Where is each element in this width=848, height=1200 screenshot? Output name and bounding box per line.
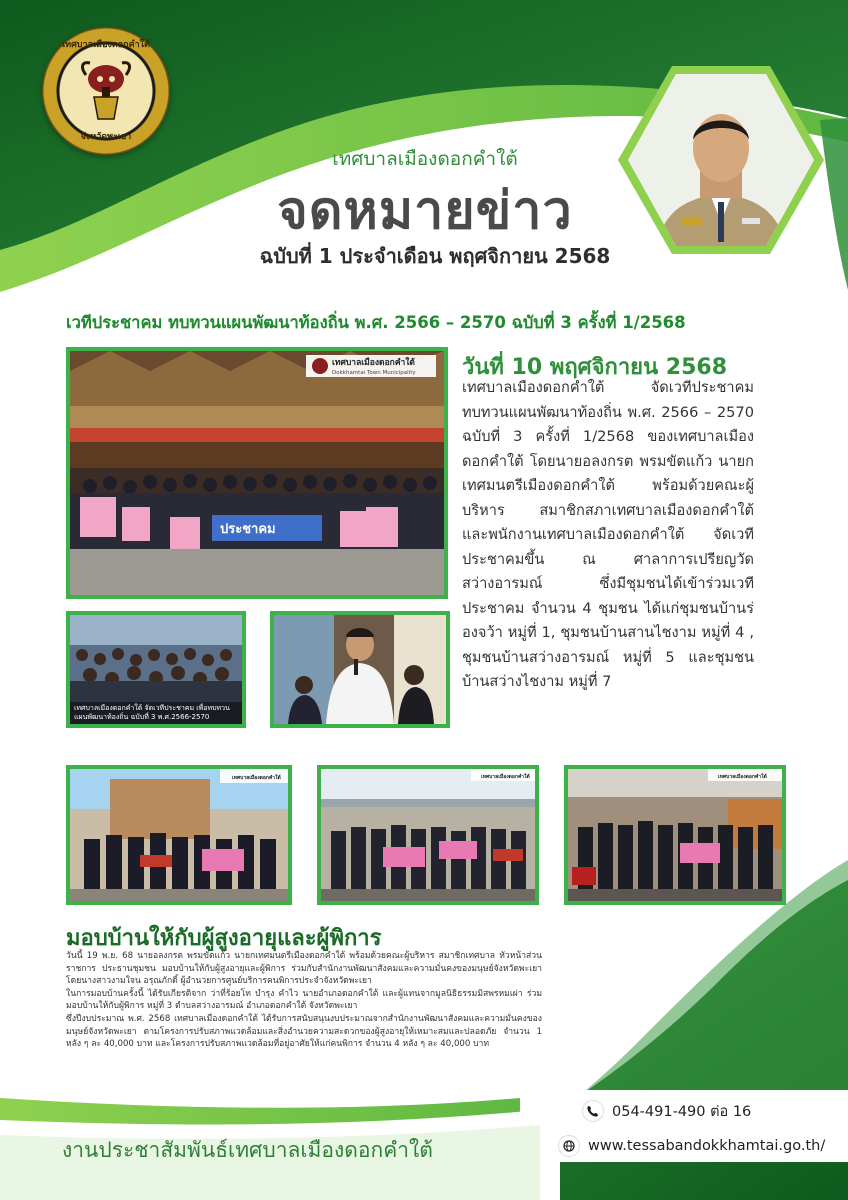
photo3-sign: เทศบาลเมืองดอกคำใต้ <box>718 774 767 780</box>
website-url: www.tessabandokkhamtai.go.th/ <box>588 1138 826 1154</box>
forum-group-photo <box>66 347 448 599</box>
seal-bottom-text: จังหวัดพะเยา <box>80 132 132 142</box>
section2-paragraph: ซึ่งปีงบประมาณ พ.ศ. 2568 เทศบาลเมืองดอกคำใต้ ได้รับการสนับสนุนงบประมาณจากสำนักงานพัฒนาสังคมและความมั่นคงของมนุษย์จังหวัดพะเยา ตามโครงการปรับสภาพแวดล้อมและสิ่งอำนวยความสะดวกของผู้สูงอายุให้เหมาะสมและปลอดภัย จำนวน 1 หลัง ๆ ละ 40,000 บาท และโครงการปรับสภาพแวดล้อมที่อยู่อาศัยให้แก่คนพิการ จำนวน 4 หลัง ๆ ละ 40,000 บาท <box>66 1013 542 1050</box>
section1-body: เทศบาลเมืองดอกคำใต้ จัดเวทีประชาคมทบทวนแผนพัฒนาท้องถิ่น พ.ศ. 2566 – 2570 ฉบับที่ 3 ครั้งที่ 1/2568 ของเทศบาลเมืองดอกคำใต้ โดยนายอลงกรต พรมขัตแก้ว นายกเทศมนตรีเมืองดอกคำใต้ พร้อมด้วยคณะผู้บริหาร สมาชิกสภาเทศบาลเมืองดอกคำใต้ และพนักงานเทศบาลเมืองดอกคำใต้ จัดเวทีประชาคมขึ้น ณ ศาลาการเปรียญวัดสว่างอารมณ์ ซึ่งมีชุมชนได้เข้าร่วมเวทีประชาคม จำนวน 4 ชุมชน ได้แก่ชุมชนบ้านร่องจว้า หมู่ที่ 1, ชุมชนบ้านสานไชงาม หมู่ที่ 4 , ชุมชนบ้านสว่างอารมณ์ หมู่ที่ 5 และชุมชนบ้านสว่างไชงาม หมู่ที่ 7 <box>462 379 754 690</box>
newsletter-title: จดหมายข่าว <box>277 181 573 241</box>
mayor-speaking-photo <box>270 611 450 728</box>
section2-title: มอบบ้านให้กับผู้สูงอายุและผู้พิการ <box>66 926 382 951</box>
contact-website[interactable] <box>558 1135 825 1157</box>
photo2-sign: เทศบาลเมืองดอกคำใต้ <box>481 774 530 780</box>
section2-body <box>66 950 542 1051</box>
photo1-sign: เทศบาลเมืองดอกคำใต้ <box>232 775 281 781</box>
house-handover-photo-1 <box>66 765 292 905</box>
crowd-photo-caption: เทศบาลเมืองดอกคำใต้ จัดเวทีประชาคม เพื่อทบทวนแผนพัฒนาท้องถิ่น ฉบับที่ 3 พ.ศ.2566-2570 <box>70 702 242 724</box>
section2-paragraph: วันนี้ 19 พ.ย. 68 นายอลงกรต พรมขัตแก้ว นายกเทศมนตรีเมืองดอกคำใต้ พร้อมด้วยคณะผู้บริหาร สมาชิกเทศบาล หัวหน้าส่วนราชการ ประธานชุมชน มอบบ้านให้กับผู้สูงอายุและผู้พิการ ร่วมกับสำนักงานพัฒนาสังคมและความมั่นคงของมนุษย์จังหวัดพะเยา โดยนางสาวงามใจน อรุณภักดิ์ ผู้อำนวยการศูนย์บริการคนพิการประจำจังหวัดพะเยา <box>66 951 542 987</box>
section1-title: เวทีประชาคม ทบทวนแผนพัฒนาท้องถิ่น พ.ศ. 2566 – 2570 ฉบับที่ 3 ครั้งที่ 1/2568 <box>66 313 686 332</box>
phone-number: 054-491-490 ต่อ 16 <box>612 1103 752 1120</box>
phone-icon <box>582 1100 604 1122</box>
photo-sign-en: Dokkhamtai Town Municipality <box>332 370 416 376</box>
house-handover-photo-3 <box>564 765 786 905</box>
photo-sign-text: เทศบาลเมืองดอกคำใต้ <box>332 358 415 368</box>
header-municipality: เทศบาลเมืองดอกคำใต้ <box>332 148 518 170</box>
globe-icon <box>558 1135 580 1157</box>
issue-line: ฉบับที่ 1 ประจำเดือน พฤศจิกายน 2568 <box>259 244 611 268</box>
municipal-seal-icon <box>76 57 136 123</box>
house-handover-photo-2 <box>317 765 539 905</box>
footer-department: งานประชาสัมพันธ์เทศบาลเมืองดอกคำใต้ <box>62 1138 433 1162</box>
crowd-photo <box>66 611 246 728</box>
seal-top-text: เทศบาลเมืองดอกคำใต้ <box>62 40 150 50</box>
municipal-seal <box>42 27 170 155</box>
section2-paragraph: ในการมอบบ้านครั้งนี้ ได้รับเกียรติจาก ว่าที่ร้อยโท บำรุง คำไว นายอำเภอดอกคำใต้ และผู้แทนจากมูลนิธิธรรมมิสพรหมเผ่า ร่วมมอบบ้านให้กับผู้พิการ หมู่ที่ 3 ตำบลสว่างอารมณ์ อำเภอดอกคำใต้ จังหวัดพะเยา <box>66 988 542 1012</box>
event-date: วันที่ 10 พฤศจิกายน 2568 <box>462 355 727 380</box>
contact-phone[interactable] <box>582 1100 751 1122</box>
mayor-portrait <box>614 62 828 258</box>
photo-banner-text: ประชาคม <box>220 522 276 537</box>
